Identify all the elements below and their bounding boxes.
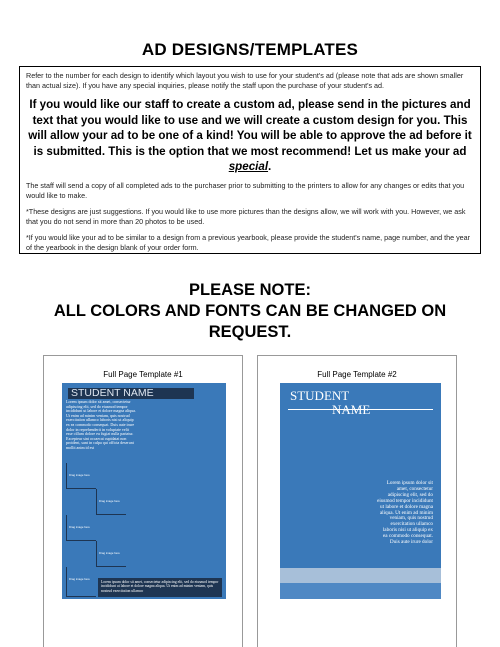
template-1-caption: Lorem ipsum dolor sit amet, consectetur adipiscing elit, sed do eiusmod tempor incididunt ut labore et dolore magna aliqua. Ut enim ad minim veniam, quis nostrud exercitation ullamco: [98, 578, 222, 597]
photo-placeholder: [66, 515, 96, 541]
photo-placeholder: [66, 567, 96, 597]
template-1-student-name: STUDENT NAME: [68, 388, 194, 399]
please-note-line-3: REQUEST.: [208, 323, 292, 341]
instructions-paragraph-2: The staff will send a copy of all completed ads to the purchaser prior to submitting to the printers to allow for any changes or edits that you would like to make.: [26, 180, 465, 200]
photo-placeholder: [96, 489, 126, 515]
please-note: [0, 280, 500, 343]
template-2-label: Full Page Template #2: [317, 370, 397, 379]
template-2-name-line-2: NAME: [332, 402, 371, 417]
template-2-footer: [280, 583, 441, 599]
template-card-2: [257, 355, 457, 647]
instructions-paragraph-3: *These designs are just suggestions. If you would like to use more pictures than the designs allow, we will work with you. However, we ask that you do not send in more than 20 photos to be used.: [26, 206, 466, 226]
template-2-band: [280, 568, 441, 583]
instructions-paragraph-4: *If you would like your ad to be similar to a design from a previous yearbook, please provide the student's name, page number, and the year of the yearbook in the design blank of your order form.: [26, 232, 471, 252]
page-title: AD DESIGNS/TEMPLATES: [141, 40, 359, 59]
photo-placeholder-label: Drag image here: [69, 473, 90, 477]
special-emphasis: special: [228, 160, 269, 173]
photo-placeholder-label: Drag image here: [99, 551, 120, 555]
template-card-1: [43, 355, 243, 647]
custom-ad-text: If you would like our staff to create a custom ad, please send in the pictures and text that you would like to use and we will create a custom design for you. This will allow your ad to be one of a kind! You will be able to approve the ad before it is submitted. This is the option that we most recommend! Let us make your ad: [28, 98, 472, 158]
photo-placeholder-label: Drag image here: [69, 577, 90, 581]
instructions-paragraph-1: Refer to the number for each design to identify which layout you wish to use for your student's ad (please note that ads are shown smaller than actual size). If you have any special inquiries, please notify the staff upon the purchase of your student's ad.: [26, 71, 464, 90]
template-1-preview: [62, 383, 226, 599]
photo-placeholder: [66, 463, 96, 489]
template-1-label: Full Page Template #1: [103, 370, 183, 379]
photo-placeholder-label: Drag image here: [69, 525, 90, 529]
custom-ad-period: .: [268, 160, 272, 173]
photo-placeholder-label: Drag image here: [99, 499, 120, 503]
template-2-body-text: Lorem ipsum dolor sit amet, consectetur adipiscing elit, sed do eiusmod tempor incididunt ut labore et dolore magna aliqua. Ut enim ad minim veniam, quis nostrud exercitation ullamco laboris nisi ut aliquip ex ea commodo consequat. Duis aute irure dolor: [377, 480, 433, 546]
template-1-body-text: Lorem ipsum dolor sit amet, consectetur adipiscing elit, sed do eiusmod tempor incididunt ut labore et dolore magna aliqua. Ut enim ad minim veniam, quis nostrud exercitation ullamco laboris nisi ut aliquip ex ea commodo consequat. Duis aute irure dolor in reprehenderit in voluptate velit esse cillum dolore eu fugiat nulla pariatur. Excepteur sint occaecat cupidatat non proident, sunt in culpa qui officia deserunt mollit anim id est: [66, 399, 136, 450]
template-2-preview: [280, 383, 441, 599]
instructions-box: [19, 66, 481, 254]
please-note-line-1: PLEASE NOTE:: [189, 281, 311, 299]
custom-ad-paragraph: [26, 97, 474, 175]
please-note-line-2: ALL COLORS AND FONTS CAN BE CHANGED ON: [53, 302, 447, 320]
photo-placeholder: [96, 541, 126, 567]
template-2-name-line-1: STUDENT: [290, 388, 350, 403]
